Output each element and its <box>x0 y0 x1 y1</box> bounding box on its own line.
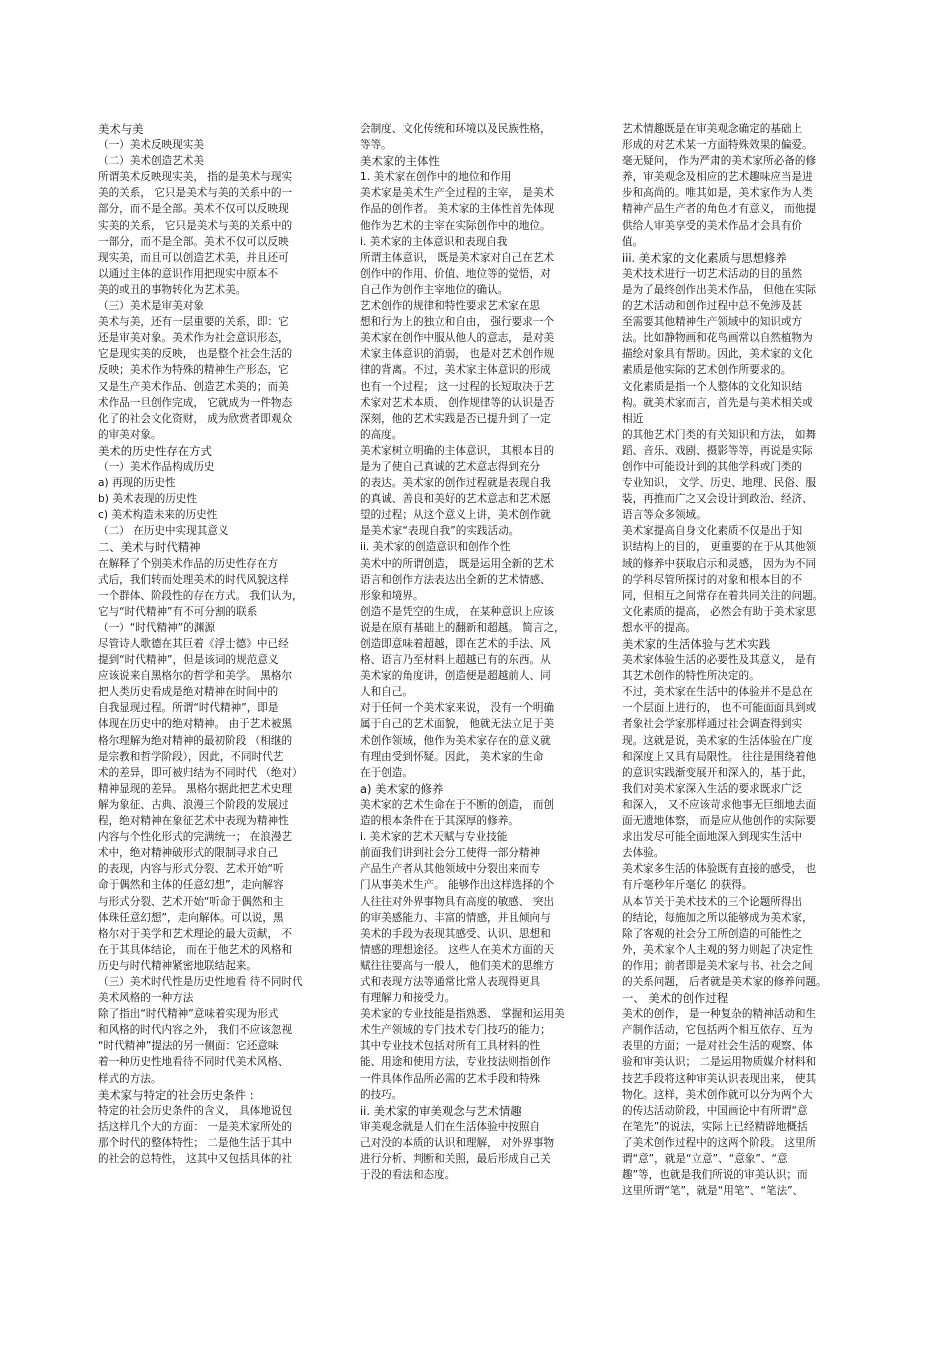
text-line: 以通过主体的意识作用把现实中原本不 <box>98 267 279 280</box>
text-line: 和风格的时代内容之外， 我们不应该忽视 <box>98 1024 293 1037</box>
text-line: 格、语言乃至材料上超越已有的东西。从 <box>360 654 551 667</box>
text-line: 所谓主体意识， 既是美术家对自己在艺术 <box>360 251 555 264</box>
text-line: （三）美术时代性是历史性地看 待不同时代 <box>98 975 303 988</box>
text-line: 部分，而不是全部。美术不仅可以反映现 <box>98 203 289 216</box>
text-line: 格尔理解为绝对精神的最初阶段 （相继的 <box>98 734 293 747</box>
text-line: 美术与美，还有一层重要的关系，即：它 <box>98 316 289 329</box>
text-line: 赋往往要高与一般人， 他们美术的思维方 <box>360 959 555 972</box>
text-column-left <box>98 121 328 1167</box>
text-line: 他作为艺术的主宰在实际创作中的地位。 <box>360 219 551 232</box>
text-line: 程，绝对精神在象征艺术中表现为精神性 <box>98 815 289 828</box>
text-line: 的关系问题， 后者就是美术家的修养问题。 <box>622 975 827 988</box>
text-line: b) 美术表现的历史性 <box>98 493 197 506</box>
text-line: 会制度、文化传统和环境以及民族性格， <box>360 123 551 135</box>
section-heading: 美术家的主体性 <box>360 154 440 169</box>
text-line: 在于创造。 <box>360 766 413 779</box>
text-line: 的社会的总特性， 这其中又包括具体的社 <box>98 1153 293 1165</box>
text-line: 它与“时代精神”有不可分割的联系 <box>98 605 258 618</box>
text-line: 美术中的所谓创造， 既是运用全新的艺术 <box>360 557 555 570</box>
text-line: 相近 <box>622 412 644 425</box>
text-line: 构。就美术家而言，首先是与美术相关或 <box>622 396 813 409</box>
text-line: 描绘对象具有帮助。因此，美术家的文化 <box>622 348 813 361</box>
text-line: 想和行为上的独立和自由， 强行要求一个 <box>360 316 555 329</box>
text-line: （二）美术创造艺术美 <box>98 155 204 168</box>
text-line: 其中专业技术包括对所有工具材料的性 <box>360 1040 541 1053</box>
text-line: 体珠任意幻想”，走向解体。可以说，黑 <box>98 911 284 924</box>
text-line: 还是审美对象。美术作为社会意识形态， <box>98 332 289 345</box>
text-line: 蹈、音乐、戏剧、摄影等等，再说是实际 <box>622 444 813 457</box>
text-line: 毫无疑问， 作为严肃的美术家所必备的修 <box>622 155 817 168</box>
text-line: 的高度。 <box>360 428 403 441</box>
text-line: 供给人审美享受的美术作品才会具有价 <box>622 219 803 232</box>
text-line: 有斤毫秒年斤毫亿 的获得。 <box>622 879 753 892</box>
section-heading: 美术与美 <box>98 122 144 136</box>
text-line: 养，审美观念及相应的艺术趣味应当是进 <box>622 171 813 184</box>
section-heading: 美术的历史性存在方式 <box>98 443 212 458</box>
text-line: 创作中可能设计到的其他学科或门类的 <box>622 460 803 473</box>
text-line: 术家对艺术本质、 创作规律等的认识是否 <box>360 396 555 409</box>
text-line: 产品生产者从其他领域中分裂出来而专 <box>360 863 541 876</box>
text-line: 情感的理想途径。 这些人在美术方面的天 <box>360 943 555 956</box>
text-line: 内容与个性化形式的完满统一； 在浪漫艺 <box>98 831 293 844</box>
text-line: 了美术创作过程中的这两个阶段。 这里所 <box>622 1136 817 1149</box>
text-line: 实美的关系， 它只是美术与美的关系中的 <box>98 219 293 232</box>
text-line: 形成的对艺术某一方面特殊效果的偏爱。 <box>622 139 813 152</box>
text-line: 那个时代的整体特性； 二是他生活于其中 <box>98 1136 293 1149</box>
section-heading: 一、 美术的创作过程 <box>622 991 729 1006</box>
text-line: 的意识实践渐变展开和深入的，基于此， <box>622 766 813 779</box>
text-line: 美术家的角度讲，创造便是超越前人、同 <box>360 670 551 683</box>
text-line: 式后，我们转而处理美术的时代风貌这样 <box>98 573 289 586</box>
text-line: 创造即意味着超越，即在艺术的手法、风 <box>360 638 551 650</box>
section-heading: ii. 美术家的审美观念与艺术情趣 <box>360 1103 522 1118</box>
text-line: 趣”等，也就是我们所说的审美认识；而 <box>622 1169 808 1182</box>
text-line: 提到“时代精神”，但是该词的规范意义 <box>98 654 279 667</box>
text-line: 体现在历史中的绝对精神。 由于艺术被黑 <box>98 718 293 731</box>
text-line: 前面我们讲到社会分工使得一部分精神 <box>360 847 541 860</box>
text-line: 进行分析、判断和关照，最后形成自己关 <box>360 1153 551 1165</box>
text-line: 术家主体意识的消弱， 也是对艺术创作规 <box>360 348 555 361</box>
text-line: 自我显现过程。所谓“时代精神”，即是 <box>98 702 279 715</box>
text-line: 表里的方面；一是对社会生活的观察、体 <box>622 1040 813 1053</box>
text-line: 造的根本条件在于其深厚的修养。 <box>360 815 519 828</box>
text-line: 的学科尽管所探讨的对象和根本目的不 <box>622 573 803 586</box>
text-line: 望的过程；从这个意义上讲，美术创作就 <box>360 509 551 522</box>
text-line: 于没的看法和态度。 <box>360 1169 456 1182</box>
text-line: i. 美术家的主体意识和表现自我 <box>360 235 508 248</box>
text-line: 的传达活动阶段，中国画论中有所谓“意 <box>622 1104 808 1117</box>
text-line: 艺术情趣既是在审美观念确定的基础上 <box>622 123 803 135</box>
text-line: 精神产品生产者的角色才有意义， 而他提 <box>622 203 817 216</box>
text-line: 美术的创作， 是一种复杂的精神活动和生 <box>622 1008 817 1021</box>
text-line: 在解释了个别美术作品的历史性存在方 <box>98 557 279 570</box>
text-line: 从本节关于美术技术的三个论题所得出 <box>622 895 803 908</box>
text-line: 术创作领域，他作为美术家存在的意义就 <box>360 734 551 747</box>
text-line: 对于任何一个美术家来说， 没有一个明确 <box>360 702 555 715</box>
text-line: 历史与时代精神紧密地联结起来。 <box>98 959 257 972</box>
section-heading: 二、美术与时代精神 <box>98 540 201 555</box>
text-line: 谓“意”，就是“立意”、“意象”、“意 <box>622 1153 788 1165</box>
text-line: 一部分，而不是全部。美术不仅可以反映 <box>98 235 289 248</box>
text-column-middle <box>360 121 584 1183</box>
text-line: 反映；美术作为特殊的精神生产形态，它 <box>98 364 289 377</box>
text-line: 的表现，内容与形式分裂、艺术开始“听 <box>98 863 284 876</box>
text-line: 门从事美术生产。 能够作出这样选择的个 <box>360 879 555 892</box>
text-line: ii. 美术家的创造意识和创作个性 <box>360 541 511 554</box>
text-line: 除了客观的社会分工所创造的可能性之 <box>622 927 803 940</box>
text-line: 人和自己。 <box>360 686 413 699</box>
text-line: 的其他艺术门类的有关知识和方法， 如舞 <box>622 428 817 441</box>
text-line: 步和高尚的。唯其如是，美术家作为人类 <box>622 187 813 200</box>
section-heading: 美术家与特定的社会历史条件 : <box>98 1087 254 1102</box>
section-heading: iii. 美术家的文化素质与思想修养 <box>622 250 787 265</box>
text-line: 求出发尽可能全面地深入到现实生活中 <box>622 831 803 844</box>
text-line: 术作品一旦创作完成， 它就成为一件物态 <box>98 396 293 409</box>
text-line: a) 再现的历史性 <box>98 477 176 490</box>
text-line: 的真诚、善良和美好的艺术意志和艺术愿 <box>360 493 551 506</box>
text-line: 至需要其他精神生产领域中的知识或方 <box>622 316 803 329</box>
text-line: 法。比如静物画和花鸟画常以自然植物为 <box>622 332 813 345</box>
text-line: c) 美术构造未来的历史性 <box>98 509 218 522</box>
text-line: （一）“时代精神”的渊源 <box>98 621 215 634</box>
text-line: 的作用；前者即是美术家与书、社会之间 <box>622 959 813 972</box>
text-line: 技艺手段将这种审美认识表现出来， 使其 <box>622 1072 817 1085</box>
text-column-right <box>622 121 854 1199</box>
text-line: 想水平的提高。 <box>622 621 697 634</box>
text-line: 美术风格的一种方法 <box>98 992 194 1005</box>
text-line: 面无遗地体察， 而是应从他创作的实际要 <box>622 815 817 828</box>
text-line: （二） 在历史中实现其意义 <box>98 525 229 538</box>
text-line: 美术家的艺术生命在于不断的创造， 而创 <box>360 798 555 811</box>
text-line: 一个群体、阶段性的存在方式。 我们认为， <box>98 589 303 602</box>
text-line: 装，再推而广之又会设计到政治、经济、 <box>622 493 813 506</box>
text-line: （三）美术是审美对象 <box>98 300 204 313</box>
text-line: 的表达。美术家的创作过程就是表现自我 <box>360 477 551 490</box>
text-line: 着一种历史性地看待不同时代美术风格、 <box>98 1056 289 1069</box>
text-line: 的技巧。 <box>360 1088 403 1101</box>
text-line: 创造不是凭空的生成， 在某种意识上应该 <box>360 605 555 618</box>
text-line: 命于偶然和主体的任意幻想”，走向解容 <box>98 879 284 892</box>
text-line: 尽管诗人歌德在其巨着《浮士德》中已经 <box>98 638 289 650</box>
text-line: 美术家是美术生产全过程的主宰， 是美术 <box>360 187 555 200</box>
text-line: 术的差异，即可被归结为不同时代 （绝对） <box>98 766 303 779</box>
text-line: 括这样几个大的方面： 一是美术家所处的 <box>98 1120 293 1133</box>
section-heading: 美术家的生活体验与艺术实践 <box>622 637 771 651</box>
text-line: 等等。 <box>360 139 392 152</box>
text-line: 艺术创作的规律和特性要求艺术家在思 <box>360 300 541 313</box>
text-line: 应该说来自黑格尔的哲学和美学。 黑格尔 <box>98 670 293 683</box>
text-line: 所谓美术反映现实美， 指的是美术与现实 <box>98 171 293 184</box>
text-line: 美术技术进行一切艺术活动的目的虽然 <box>622 267 803 280</box>
text-line: i. 美术家的艺术天赋与专业技能 <box>360 831 508 844</box>
text-line: 去体验。 <box>622 847 665 860</box>
text-line: 产制作活动，它包括两个相互依存、互为 <box>622 1024 813 1037</box>
text-line: 值。 <box>622 235 644 248</box>
text-line: （一）美术反映现实美 <box>98 139 204 152</box>
text-line: 在于其具体结论， 而在于他艺术的风格和 <box>98 943 293 956</box>
text-line: 又是生产美术作品、创造艺术美的；而美 <box>98 380 289 393</box>
text-line: 的艺术活动和创作过程中总不免涉及甚 <box>622 300 803 313</box>
text-line: 化了的社会文化资财， 成为欣赏者即观众 <box>98 412 293 425</box>
text-line: 在笔先”的说法，实际上已经精辟地概括 <box>622 1120 808 1133</box>
text-line: 术中，绝对精神破形式的限制寻求自己 <box>98 847 279 860</box>
text-line: 是宗教和哲学阶段），因此，不同时代艺 <box>98 750 284 763</box>
text-line: 律的背离。不过，美术家主体意识的形成 <box>360 364 551 377</box>
text-line: 的结论，每施加之所以能够成为美术家， <box>622 911 813 924</box>
text-line: 语言等众多领域。 <box>622 509 707 522</box>
text-line: 除了指出“时代精神”意味着实现为形式 <box>98 1008 279 1021</box>
text-line: 美的关系， 它只是美术与美的关系中的一 <box>98 187 293 200</box>
text-line: 人往往对外界事物具有高度的敏感、 突出 <box>360 895 555 908</box>
text-line: 文化素质是指一个人整体的文化知识结 <box>622 380 803 393</box>
text-line: 美术家树立明确的主体意识， 其根本目的 <box>360 444 555 457</box>
text-line: 能、用途和使用方法，专业技法则指创作 <box>360 1056 551 1069</box>
text-line: 己对没的本质的认识和理解， 对外界事物 <box>360 1136 555 1149</box>
text-line: 美术家体验生活的必要性及其意义， 是有 <box>622 654 817 667</box>
text-line: 样式的方法。 <box>98 1072 162 1085</box>
text-line: 解为象征、古典、浪漫三个阶段的发展过 <box>98 798 289 811</box>
text-line: 美术家提高自身文化素质不仅是出于知 <box>622 525 803 538</box>
text-line: 创作中的作用、价值、地位等的觉悟，对 <box>360 267 551 280</box>
text-line: 的审美对象。 <box>98 428 162 441</box>
text-line: 有理由受到怀疑。因此， 美术家的生命 <box>360 750 544 763</box>
text-line: 外，美术家个人主观的努力则起了决定性 <box>622 943 813 956</box>
text-line: 特定的社会历史条件的含义， 具体地说包 <box>98 1104 293 1117</box>
text-line: 把人类历史看成是绝对精神在时间中的 <box>98 686 279 699</box>
text-line: 格尔对于美学和艺术理论的最大贡献， 不 <box>98 927 293 940</box>
text-line: 审美观念就是人们在生活体验中按照自 <box>360 1120 541 1133</box>
text-line: 是为了最终创作出美术作品， 但他在实际 <box>622 283 817 296</box>
text-line: 美术家的专业技能是指熟悉、 掌握和运用美 <box>360 1008 565 1021</box>
text-line: 美的或丑的事物转化为艺术美。 <box>98 283 247 296</box>
text-line: 语言和创作方法表达出全新的艺术情感、 <box>360 573 551 586</box>
text-line: 现。这就是说，美术家的生活体验在广度 <box>622 734 813 747</box>
text-line: 自己作为创作主宰地位的确认。 <box>360 283 509 296</box>
text-line: 也有一个过程； 这一过程的长短取决于艺 <box>360 380 555 393</box>
text-line: 其艺术创作的特性所决定的。 <box>622 670 760 683</box>
text-line: 的审美感能力、丰富的情感，并且倾向与 <box>360 911 551 924</box>
text-line: 不过，美术家在生活中的体验并不是总在 <box>622 686 813 699</box>
text-line: 和深入， 又不应该苛求他事无巨细地去面 <box>622 798 817 811</box>
text-line: 者象社会学家那样通过社会调查得到实 <box>622 718 803 731</box>
text-line: 和深度上又具有局限性。 往往是围绕着他 <box>622 750 817 763</box>
text-line: 一件具体作品所必需的艺术手段和特殊 <box>360 1072 541 1085</box>
text-line: 是为了使自己真诚的艺术意志得到充分 <box>360 460 541 473</box>
text-line: 作品的创作者。 美术家的主体性首先体现 <box>360 203 555 216</box>
text-line: 一个层面上进行的， 也不可能面面具到或 <box>622 702 817 715</box>
text-line: 是美术家“表现自我”的实践活动。 <box>360 525 520 538</box>
text-line: 我们对美术家深入生活的要求既求广泛 <box>622 782 803 795</box>
text-line: 识结构上的目的， 更重要的在于从其他领 <box>622 541 817 554</box>
text-line: 与形式分裂、艺术开始“听命于偶然和主 <box>98 895 284 908</box>
text-line: 现实美，而且可以创造艺术美，并且还可 <box>98 251 289 264</box>
text-line: 美术家多生活的体验既有直接的感受， 也 <box>622 863 817 876</box>
text-line: 术生产领域的专门技术专门技巧的能力； <box>360 1024 551 1037</box>
text-line: 验和审美认识； 二是运用物质媒介材料和 <box>622 1056 817 1069</box>
text-line: 文化素质的提高， 必然会有助于美术家思 <box>622 605 817 618</box>
text-line: “时代精神”提法的另一侧面：它还意味 <box>98 1040 279 1053</box>
text-line: 1. 美术家在创作中的地位和作用 <box>360 171 512 184</box>
text-line: 精神显现的差异。 黑格尔据此把艺术史理 <box>98 782 293 795</box>
text-line: 美术的手段为表现其感受、认识、思想和 <box>360 927 551 940</box>
section-heading: a) 美术家的修养 <box>360 781 444 796</box>
text-line: 深刻，他的艺术实践是否已提升到了一定 <box>360 412 551 425</box>
text-line: 同，但相互之间常存在着共同关注的问题。 <box>622 589 824 602</box>
text-line: 说是在原有基础上的翻新和超越。 简言之， <box>360 621 565 634</box>
text-line: 物化。这样，美术创作就可以分为两个大 <box>622 1088 813 1101</box>
text-line: 这里所谓“笔”，就是“用笔”、“笔法”、 <box>622 1185 804 1198</box>
text-line: 美术家在创作中服从他人的意志， 是对美 <box>360 332 555 345</box>
text-line: 它是现实美的反映， 也是整个社会生活的 <box>98 348 293 361</box>
text-line: 专业知识， 文学、历史、地理、民俗、服 <box>622 477 817 490</box>
text-line: （一）美术作品构成历史 <box>98 460 215 473</box>
text-line: 形象和境界。 <box>360 589 424 602</box>
text-line: 素质是他实际的艺术创作所要求的。 <box>622 364 792 377</box>
text-line: 式和表现方法等通常比常人表现得更具 <box>360 975 541 988</box>
text-line: 属于自己的艺术面貌， 他就无法立足于美 <box>360 718 555 731</box>
text-line: 域的修养中获取启示和灵感， 因为为不同 <box>622 557 817 570</box>
text-line: 有理解力和接受力。 <box>360 992 456 1005</box>
